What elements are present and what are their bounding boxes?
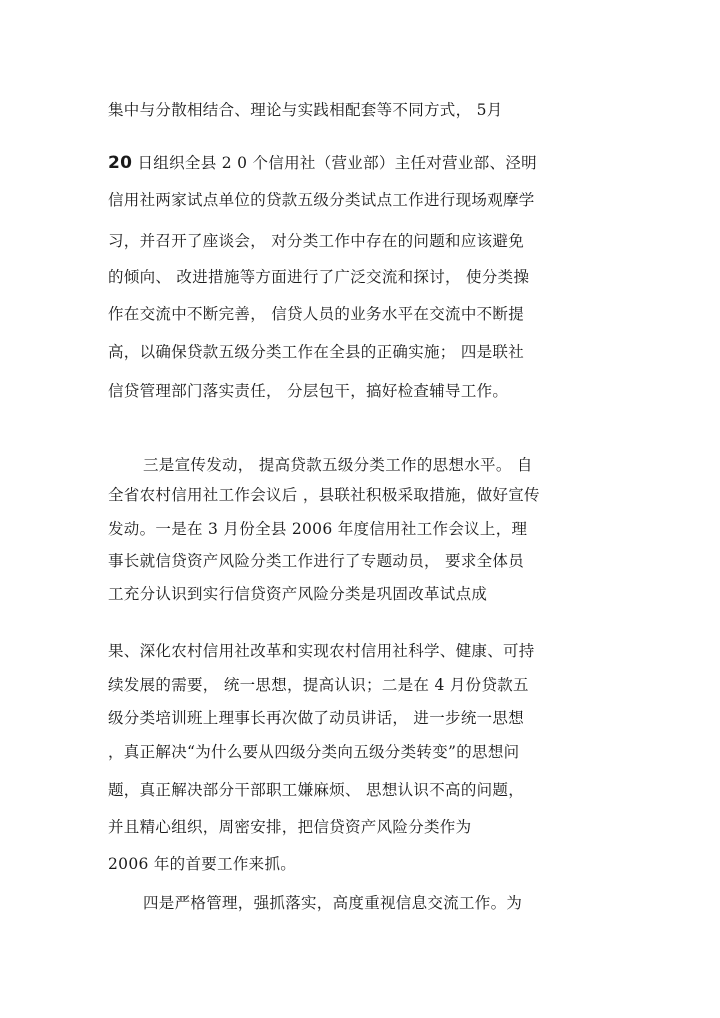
text-line: ，真正解决“为什么要从四级分类向五级分类转变”的思想问 (108, 743, 520, 761)
text-line: 的倾向、 改进措施等方面进行了广泛交流和探讨， 使分类操 (108, 268, 530, 286)
text-line: 果、深化农村信用社改革和实现农村信用社科学、健康、可持 (108, 642, 535, 660)
text-line: 信用社两家试点单位的贷款五级分类试点工作进行现场观摩学 (108, 191, 535, 209)
text-line: 高，以确保贷款五级分类工作在全县的正确实施； 四是联社 (108, 343, 525, 361)
text-line: 续发展的需要， 统一思想，提高认识；二是在 4 月份贷款五 (108, 676, 529, 694)
text-line: 习，并召开了座谈会， 对分类工作中存在的问题和应该避免 (108, 232, 525, 250)
paragraph-first-line: 四是严格管理，强抓落实，高度重视信息交流工作。为 (143, 894, 523, 912)
text-line: 全省农村信用社工作会议后 ，县联社积极采取措施，做好宣传 (108, 486, 540, 504)
text-line: 并且精心组织，周密安排，把信贷资产风险分类作为 (108, 818, 472, 836)
text-line: 集中与分散相结合、理论与实践相配套等不同方式， 5月 (108, 101, 503, 119)
text-line: 事长就信贷资产风险分类工作进行了专题动员， 要求全体员 (108, 552, 525, 570)
text-line: 工充分认识到实行信贷资产风险分类是巩固改革试点成 (108, 585, 488, 603)
text-line: 发动。一是在 3 月份全县 2006 年度信用社工作会议上，理 (108, 520, 528, 538)
text-line: 信贷管理部门落实责任， 分层包干，搞好检查辅导工作。 (108, 382, 509, 400)
paragraph-first-line: 三是宣传发动， 提高贷款五级分类工作的思想水平。 自 (143, 456, 533, 474)
text-span: 日组织全县 2 0 个信用社（营业部）主任对营业部、泾明 (132, 154, 537, 172)
text-line (108, 152, 548, 174)
text-line: 题，真正解决部分干部职工嫌麻烦、 思想认识不高的问题， (108, 781, 525, 799)
text-line: 作在交流中不断完善， 信贷人员的业务水平在交流中不断提 (108, 305, 525, 323)
number-text: 20 (108, 153, 133, 173)
text-line: 2006 年的首要工作来抓。 (108, 855, 297, 873)
text-line: 级分类培训班上理事长再次做了动员讲话， 进一步统一思想 (108, 709, 525, 727)
